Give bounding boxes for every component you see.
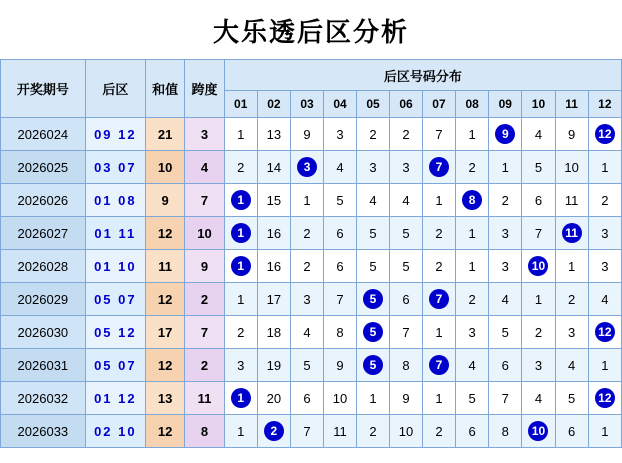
- cell-span: 2: [185, 283, 224, 316]
- highlighted-number-ball: 9: [495, 124, 515, 144]
- highlighted-number-ball: 8: [462, 190, 482, 210]
- cell-sum: 21: [145, 118, 184, 151]
- cell-count-04: 5: [324, 184, 357, 217]
- highlighted-number-ball: 12: [595, 124, 615, 144]
- cell-count-04: 6: [324, 250, 357, 283]
- cell-count-01: [224, 184, 257, 217]
- cell-count-08: 1: [456, 217, 489, 250]
- highlighted-number-ball: 1: [231, 223, 251, 243]
- cell-period: 2026026: [1, 184, 86, 217]
- cell-count-04: 8: [324, 316, 357, 349]
- cell-count-06: 4: [390, 184, 423, 217]
- cell-back-numbers: 01 11: [85, 217, 145, 250]
- table-row: [1, 118, 622, 151]
- cell-span: 3: [185, 118, 224, 151]
- cell-count-02: [257, 415, 290, 448]
- cell-count-11: 2: [555, 283, 588, 316]
- cell-count-03: 2: [290, 217, 323, 250]
- highlighted-number-ball: 10: [528, 256, 548, 276]
- cell-count-09: 1: [489, 151, 522, 184]
- cell-count-05: 3: [356, 151, 389, 184]
- cell-period: 2026025: [1, 151, 86, 184]
- cell-count-01: 1: [224, 415, 257, 448]
- header-number-10: 10: [522, 91, 555, 118]
- header-back: 后区: [85, 60, 145, 118]
- cell-sum: 10: [145, 151, 184, 184]
- cell-count-09: 6: [489, 349, 522, 382]
- cell-count-02: 16: [257, 217, 290, 250]
- cell-count-12: 3: [588, 250, 621, 283]
- cell-sum: 12: [145, 349, 184, 382]
- cell-period: 2026030: [1, 316, 86, 349]
- cell-count-01: [224, 382, 257, 415]
- cell-count-12: 1: [588, 151, 621, 184]
- table-row: [1, 283, 622, 316]
- cell-count-11: 1: [555, 250, 588, 283]
- page-title: 大乐透后区分析: [212, 17, 409, 47]
- cell-count-07: 1: [422, 184, 455, 217]
- table-row: [1, 151, 622, 184]
- cell-count-05: 4: [356, 184, 389, 217]
- cell-count-03: 4: [290, 316, 323, 349]
- cell-count-04: 10: [324, 382, 357, 415]
- cell-count-11: 9: [555, 118, 588, 151]
- table-row: [1, 382, 622, 415]
- cell-count-09: [489, 118, 522, 151]
- cell-count-05: [356, 316, 389, 349]
- header-number-05: 05: [356, 91, 389, 118]
- cell-count-12: 1: [588, 415, 621, 448]
- highlighted-number-ball: 12: [595, 388, 615, 408]
- cell-sum: 11: [145, 250, 184, 283]
- cell-count-11: 5: [555, 382, 588, 415]
- cell-count-10: 2: [522, 316, 555, 349]
- cell-count-07: 1: [422, 316, 455, 349]
- cell-count-10: 4: [522, 382, 555, 415]
- cell-count-10: 4: [522, 118, 555, 151]
- cell-count-06: 10: [390, 415, 423, 448]
- cell-count-03: 3: [290, 283, 323, 316]
- cell-count-08: 3: [456, 316, 489, 349]
- cell-count-09: 3: [489, 217, 522, 250]
- cell-count-11: 11: [555, 184, 588, 217]
- cell-period: 2026032: [1, 382, 86, 415]
- cell-count-07: 2: [422, 415, 455, 448]
- cell-back-numbers: 09 12: [85, 118, 145, 151]
- cell-count-08: 5: [456, 382, 489, 415]
- highlighted-number-ball: 1: [231, 388, 251, 408]
- cell-count-04: 4: [324, 151, 357, 184]
- header-span: 跨度: [185, 60, 224, 118]
- header-number-03: 03: [290, 91, 323, 118]
- table-body: [1, 118, 622, 448]
- cell-count-05: 2: [356, 415, 389, 448]
- cell-count-05: 2: [356, 118, 389, 151]
- cell-count-06: 8: [390, 349, 423, 382]
- cell-period: 2026028: [1, 250, 86, 283]
- cell-count-02: 19: [257, 349, 290, 382]
- cell-back-numbers: 05 07: [85, 349, 145, 382]
- cell-count-12: [588, 382, 621, 415]
- cell-count-11: 3: [555, 316, 588, 349]
- cell-count-04: 9: [324, 349, 357, 382]
- cell-count-10: 7: [522, 217, 555, 250]
- cell-count-07: 7: [422, 118, 455, 151]
- cell-count-06: 7: [390, 316, 423, 349]
- cell-sum: 13: [145, 382, 184, 415]
- cell-back-numbers: 03 07: [85, 151, 145, 184]
- cell-count-09: 8: [489, 415, 522, 448]
- header-period: 开奖期号: [1, 60, 86, 118]
- cell-count-01: [224, 250, 257, 283]
- table-row: [1, 184, 622, 217]
- cell-count-06: 3: [390, 151, 423, 184]
- cell-count-10: 6: [522, 184, 555, 217]
- cell-count-06: 5: [390, 217, 423, 250]
- cell-count-03: 2: [290, 250, 323, 283]
- cell-back-numbers: 05 07: [85, 283, 145, 316]
- cell-count-07: 2: [422, 250, 455, 283]
- cell-count-07: [422, 283, 455, 316]
- cell-count-02: 16: [257, 250, 290, 283]
- cell-count-11: [555, 217, 588, 250]
- header-distribution: 后区号码分布: [224, 60, 621, 91]
- highlighted-number-ball: 7: [429, 157, 449, 177]
- cell-count-12: 1: [588, 349, 621, 382]
- header-sum: 和值: [145, 60, 184, 118]
- cell-count-08: 2: [456, 151, 489, 184]
- cell-count-01: 1: [224, 283, 257, 316]
- table-row: [1, 349, 622, 382]
- cell-period: 2026029: [1, 283, 86, 316]
- cell-count-10: 3: [522, 349, 555, 382]
- cell-count-11: 6: [555, 415, 588, 448]
- header-number-02: 02: [257, 91, 290, 118]
- cell-back-numbers: 01 08: [85, 184, 145, 217]
- cell-count-09: 4: [489, 283, 522, 316]
- header-number-06: 06: [390, 91, 423, 118]
- cell-span: 7: [185, 316, 224, 349]
- cell-span: 10: [185, 217, 224, 250]
- cell-count-07: 2: [422, 217, 455, 250]
- cell-back-numbers: 02 10: [85, 415, 145, 448]
- highlighted-number-ball: 5: [363, 322, 383, 342]
- cell-count-01: 3: [224, 349, 257, 382]
- cell-back-numbers: 01 12: [85, 382, 145, 415]
- cell-count-10: 5: [522, 151, 555, 184]
- highlighted-number-ball: 10: [528, 421, 548, 441]
- header-row-top: [1, 60, 622, 91]
- cell-count-10: [522, 250, 555, 283]
- header-number-07: 07: [422, 91, 455, 118]
- cell-sum: 17: [145, 316, 184, 349]
- cell-back-numbers: 05 12: [85, 316, 145, 349]
- cell-span: 9: [185, 250, 224, 283]
- cell-count-06: 2: [390, 118, 423, 151]
- cell-period: 2026031: [1, 349, 86, 382]
- highlighted-number-ball: 1: [231, 256, 251, 276]
- cell-count-12: [588, 316, 621, 349]
- highlighted-number-ball: 2: [264, 421, 284, 441]
- cell-count-02: 20: [257, 382, 290, 415]
- cell-count-04: 7: [324, 283, 357, 316]
- cell-sum: 9: [145, 184, 184, 217]
- cell-count-01: 2: [224, 151, 257, 184]
- cell-count-07: 1: [422, 382, 455, 415]
- cell-count-02: 14: [257, 151, 290, 184]
- cell-count-02: 18: [257, 316, 290, 349]
- cell-count-01: 1: [224, 118, 257, 151]
- cell-sum: 12: [145, 283, 184, 316]
- cell-count-02: 17: [257, 283, 290, 316]
- table-row: [1, 217, 622, 250]
- cell-count-05: 5: [356, 217, 389, 250]
- cell-sum: 12: [145, 217, 184, 250]
- cell-count-12: [588, 118, 621, 151]
- cell-count-08: [456, 184, 489, 217]
- cell-span: 4: [185, 151, 224, 184]
- cell-count-10: [522, 415, 555, 448]
- highlighted-number-ball: 5: [363, 355, 383, 375]
- cell-count-03: 6: [290, 382, 323, 415]
- highlighted-number-ball: 11: [562, 223, 582, 243]
- cell-count-02: 13: [257, 118, 290, 151]
- cell-count-04: 3: [324, 118, 357, 151]
- cell-count-12: 4: [588, 283, 621, 316]
- cell-count-12: 2: [588, 184, 621, 217]
- table-row: [1, 316, 622, 349]
- table-row: [1, 415, 622, 448]
- cell-count-05: 5: [356, 250, 389, 283]
- cell-count-08: 6: [456, 415, 489, 448]
- cell-count-06: 9: [390, 382, 423, 415]
- cell-count-01: 2: [224, 316, 257, 349]
- cell-count-05: 1: [356, 382, 389, 415]
- cell-period: 2026033: [1, 415, 86, 448]
- cell-count-06: 5: [390, 250, 423, 283]
- cell-count-05: [356, 283, 389, 316]
- header-number-04: 04: [324, 91, 357, 118]
- cell-count-06: 6: [390, 283, 423, 316]
- cell-count-01: [224, 217, 257, 250]
- header-number-09: 09: [489, 91, 522, 118]
- header-number-01: 01: [224, 91, 257, 118]
- cell-span: 7: [185, 184, 224, 217]
- cell-count-09: 5: [489, 316, 522, 349]
- cell-count-08: 4: [456, 349, 489, 382]
- cell-count-10: 1: [522, 283, 555, 316]
- highlighted-number-ball: 1: [231, 190, 251, 210]
- cell-count-08: 1: [456, 250, 489, 283]
- table-row: [1, 250, 622, 283]
- cell-count-08: 1: [456, 118, 489, 151]
- cell-span: 8: [185, 415, 224, 448]
- cell-span: 11: [185, 382, 224, 415]
- cell-count-11: 4: [555, 349, 588, 382]
- cell-count-09: 7: [489, 382, 522, 415]
- cell-period: 2026027: [1, 217, 86, 250]
- cell-count-03: 7: [290, 415, 323, 448]
- highlighted-number-ball: 5: [363, 289, 383, 309]
- cell-count-12: 3: [588, 217, 621, 250]
- cell-count-03: 5: [290, 349, 323, 382]
- cell-count-08: 2: [456, 283, 489, 316]
- cell-sum: 12: [145, 415, 184, 448]
- header-number-11: 11: [555, 91, 588, 118]
- cell-count-07: [422, 151, 455, 184]
- table-head: [1, 60, 622, 118]
- cell-count-09: 3: [489, 250, 522, 283]
- cell-period: 2026024: [1, 118, 86, 151]
- highlighted-number-ball: 7: [429, 289, 449, 309]
- cell-count-03: 1: [290, 184, 323, 217]
- cell-count-07: [422, 349, 455, 382]
- cell-count-03: 9: [290, 118, 323, 151]
- cell-count-04: 11: [324, 415, 357, 448]
- cell-count-02: 15: [257, 184, 290, 217]
- cell-count-03: [290, 151, 323, 184]
- cell-back-numbers: 01 10: [85, 250, 145, 283]
- highlighted-number-ball: 3: [297, 157, 317, 177]
- cell-count-11: 10: [555, 151, 588, 184]
- highlighted-number-ball: 12: [595, 322, 615, 342]
- header-number-12: 12: [588, 91, 621, 118]
- cell-count-09: 2: [489, 184, 522, 217]
- highlighted-number-ball: 7: [429, 355, 449, 375]
- cell-span: 2: [185, 349, 224, 382]
- header-number-08: 08: [456, 91, 489, 118]
- cell-count-04: 6: [324, 217, 357, 250]
- lottery-analysis-table: [0, 59, 622, 448]
- cell-count-05: [356, 349, 389, 382]
